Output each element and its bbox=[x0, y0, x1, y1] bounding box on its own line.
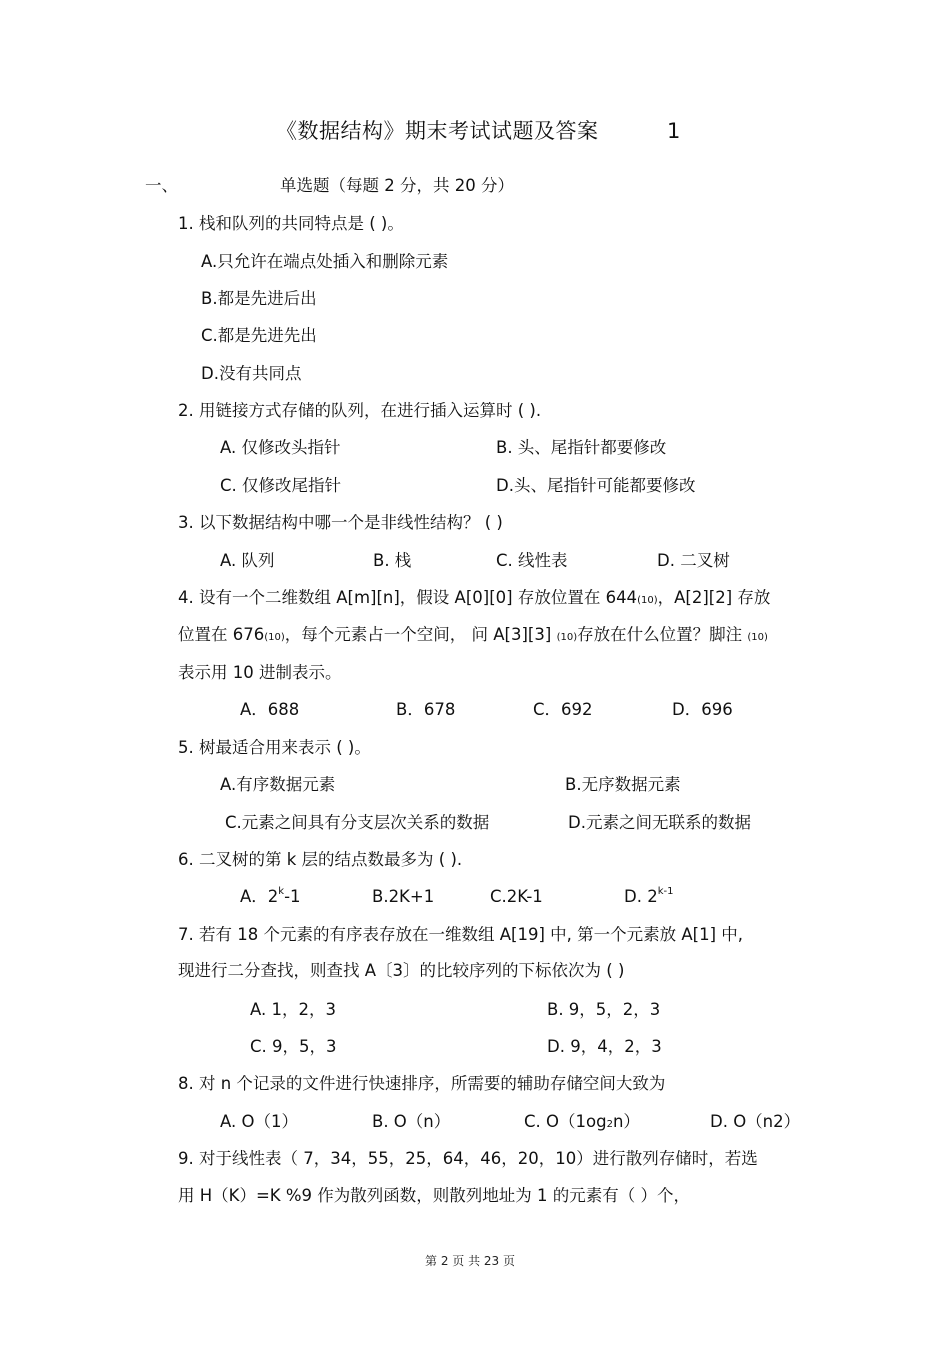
question-4-option-a: A．688 bbox=[240, 700, 300, 719]
question-1-option-a: A.只允许在端点处插入和删除元素 bbox=[201, 252, 449, 271]
page-footer: 第 2 页 共 23 页 bbox=[425, 1254, 515, 1268]
question-8-stem: 8. 对 n 个记录的文件进行快速排序，所需要的辅助存储空间大致为 bbox=[178, 1074, 666, 1093]
question-3-option-d: D. 二叉树 bbox=[657, 551, 730, 570]
section-heading: 单选题（每题 2 分，共 20 分） bbox=[280, 176, 514, 195]
question-4-option-b: B．678 bbox=[396, 700, 456, 719]
question-1-option-d: D.没有共同点 bbox=[201, 364, 302, 383]
question-2-option-d: D.头、尾指针可能都要修改 bbox=[496, 476, 696, 495]
page-title: 《数据结构》期末考试试题及答案 bbox=[276, 119, 599, 143]
question-5-option-b: B.无序数据元素 bbox=[565, 775, 681, 794]
question-7-line-1: 7. 若有 18 个元素的有序表存放在一维数组 A[19] 中, 第一个元素放 A[1] 中, bbox=[178, 925, 744, 944]
question-6-stem: 6. 二叉树的第 k 层的结点数最多为 ( ). bbox=[178, 850, 463, 869]
question-2-option-b: B. 头、尾指针都要修改 bbox=[496, 438, 667, 457]
question-6-option-c: C.2K-1 bbox=[490, 887, 543, 906]
question-8-option-d: D. O（n2） bbox=[710, 1112, 801, 1131]
question-5-option-a: A.有序数据元素 bbox=[220, 775, 336, 794]
question-6-option-b: B.2K+1 bbox=[372, 887, 435, 906]
question-5-option-c: C.元素之间具有分支层次关系的数据 bbox=[225, 813, 490, 832]
question-1-stem: 1. 栈和队列的共同特点是 ( )。 bbox=[178, 214, 404, 233]
title-number: 1 bbox=[667, 119, 681, 143]
question-8-option-a: A. O（1） bbox=[220, 1112, 298, 1131]
question-9-line-2: 用 H（K）=K %9 作为散列函数，则散列地址为 1 的元素有（ ）个， bbox=[178, 1186, 691, 1205]
section-index: 一、 bbox=[145, 176, 178, 195]
question-1-option-b: B.都是先进后出 bbox=[201, 289, 317, 308]
question-7-option-a: A. 1，2，3 bbox=[250, 1000, 336, 1019]
question-6-option-a: A．2$^k$-1 bbox=[240, 886, 301, 906]
question-7-option-b: B. 9，5，2，3 bbox=[547, 1000, 661, 1019]
question-4-line-3: 表示用 10 进制表示。 bbox=[178, 663, 342, 682]
question-3-option-a: A. 队列 bbox=[220, 551, 275, 570]
question-4-option-c: C．692 bbox=[533, 700, 593, 719]
question-9-line-1: 9. 对于线性表（ 7，34，55，25，64，46，20，10）进行散列存储时，若选 bbox=[178, 1149, 758, 1168]
question-5-option-d: D.元素之间无联系的数据 bbox=[568, 813, 751, 832]
question-3-option-b: B. 栈 bbox=[373, 551, 412, 570]
question-4-option-d: D．696 bbox=[672, 700, 733, 719]
question-7-option-c: C. 9，5，3 bbox=[250, 1037, 337, 1056]
question-2-option-c: C. 仅修改尾指针 bbox=[220, 476, 342, 495]
question-2-stem: 2. 用链接方式存储的队列，在进行插入运算时 ( ). bbox=[178, 401, 542, 420]
question-1-option-c: C.都是先进先出 bbox=[201, 326, 317, 345]
question-4-line-1: 4. 设有一个二维数组 A[m][n]，假设 A[0][0] 存放位置在 644(10)，A[2][2] 存放 bbox=[178, 588, 771, 607]
question-3-stem: 3. 以下数据结构中哪一个是非线性结构？ ( ) bbox=[178, 513, 503, 532]
question-5-stem: 5. 树最适合用来表示 ( )。 bbox=[178, 738, 371, 757]
question-3-option-c: C. 线性表 bbox=[496, 551, 568, 570]
question-7-option-d: D. 9，4，2，3 bbox=[547, 1037, 662, 1056]
question-6-option-d: D. 2$^{k-1}$ bbox=[624, 886, 674, 906]
question-7-line-2: 现进行二分查找，则查找 A〔3〕的比较序列的下标依次为 ( ) bbox=[178, 961, 625, 980]
question-8-option-b: B. O（n） bbox=[372, 1112, 451, 1131]
question-4-line-2: 位置在 676(10)，每个元素占一个空间， 问 A[3][3] (10)存放在什么位置？脚注 (10) bbox=[178, 625, 768, 644]
question-8-option-c: C. O（1og2n） bbox=[524, 1112, 640, 1131]
question-2-option-a: A. 仅修改头指针 bbox=[220, 438, 341, 457]
